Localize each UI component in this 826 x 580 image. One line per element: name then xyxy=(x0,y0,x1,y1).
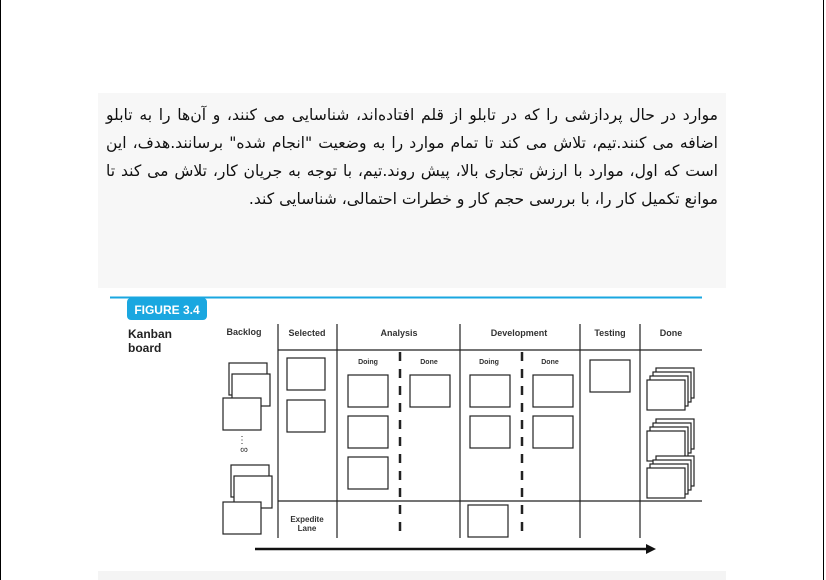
figure-caption-line2: board xyxy=(128,341,162,355)
card-analysis-doing xyxy=(348,375,388,407)
figure-tag-text: FIGURE 3.4 xyxy=(134,303,200,317)
infinity-symbol: ∞ xyxy=(240,444,248,456)
card-backlog xyxy=(223,398,261,430)
column-header-selected: Selected xyxy=(288,328,326,338)
card-dev-done xyxy=(533,375,573,407)
card-done xyxy=(647,380,685,410)
kanban-figure xyxy=(110,296,710,564)
card-selected xyxy=(287,358,325,390)
card-testing xyxy=(590,360,630,392)
column-header-backlog: Backlog xyxy=(226,327,262,337)
card-dev-doing xyxy=(470,375,510,407)
column-header-done: Done xyxy=(659,328,683,338)
next-text-block xyxy=(98,571,726,580)
card-dev-doing xyxy=(470,416,510,448)
expedite-label-line2: Lane xyxy=(297,524,317,533)
card-analysis-doing xyxy=(348,416,388,448)
kanban-diagram xyxy=(110,296,710,564)
figure-caption-line1: Kanban xyxy=(128,327,173,341)
card-dev-done xyxy=(533,416,573,448)
expedite-label-line1: Expedite xyxy=(290,515,324,524)
backlog-ellipsis: ⋮ xyxy=(237,435,247,446)
card-done xyxy=(647,468,685,498)
card-analysis-doing xyxy=(348,457,388,489)
subcolumn-analysis-done: Done xyxy=(420,359,438,366)
card-analysis-done xyxy=(410,375,450,407)
card-expedite xyxy=(468,505,508,537)
text-block xyxy=(98,93,726,288)
column-header-testing: Testing xyxy=(594,328,626,338)
column-header-development: Development xyxy=(490,328,548,338)
flow-arrow-head xyxy=(646,544,656,554)
subcolumn-analysis-doing: Doing xyxy=(358,359,378,366)
persian-paragraph: موارد در حال پردازشی را که در تابلو از قلم افتاده‌اند، شناسایی می کنند، و آن‌ها را به تابلو اضافه می کنند.تیم، تلاش می کند تا تمام موارد را به وضعیت "انجام شده" برسانند.هدف، این است که اول، موارد با ارزش تجاری بالا، پیش روند.تیم، با توجه به جریان کار، تلاش می کند تا موانع تکمیل کار را، با بررسی حجم کار و خطرات احتمالی، شناسایی کند. xyxy=(106,106,718,208)
card-backlog xyxy=(223,502,261,534)
subcolumn-dev-done: Done xyxy=(541,359,559,366)
column-header-analysis: Analysis xyxy=(380,328,418,338)
card-selected xyxy=(287,400,325,432)
subcolumn-dev-doing: Doing xyxy=(479,359,499,366)
